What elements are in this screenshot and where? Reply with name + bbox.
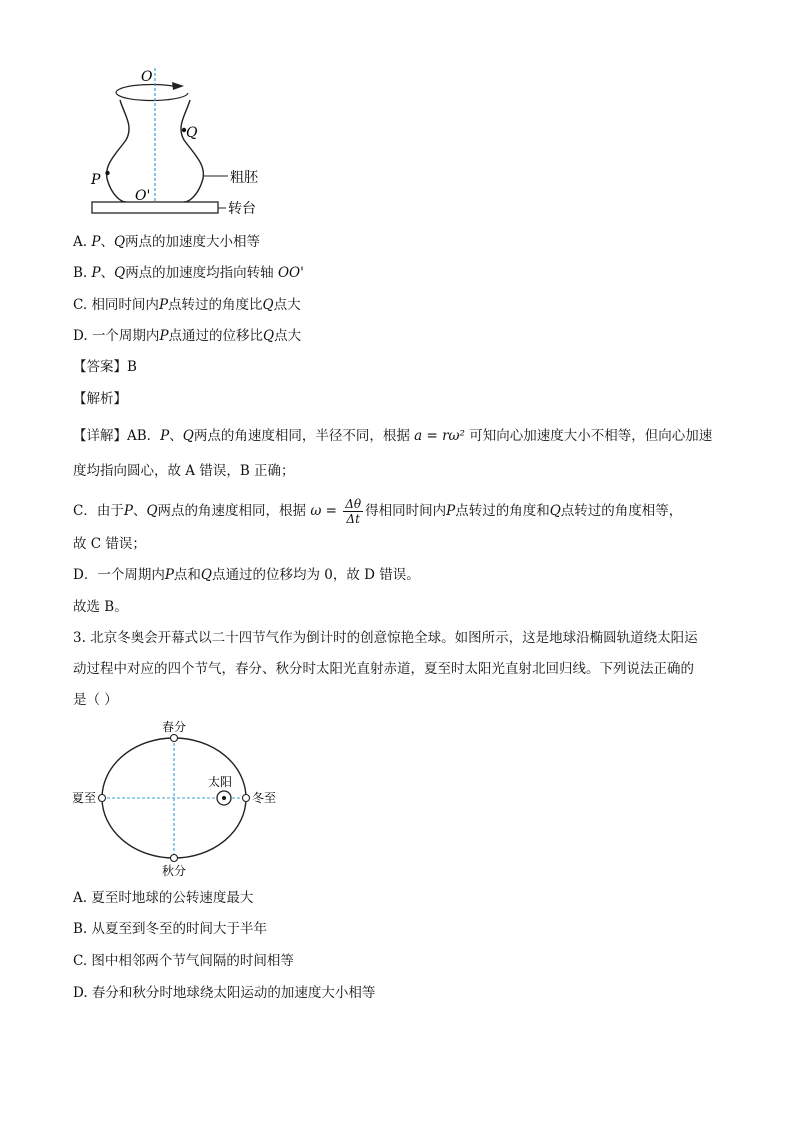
formula-centripetal: a = rω² [414,428,465,444]
answer-line: 【答案】B [73,359,137,375]
earth-spring-equinox [171,735,178,742]
q3-stem-line-1: 3. 北京冬奥会开幕式以二十四节气作为倒计时的创意惊艳全球。如图所示，这是地球沿椭圆轨道绕太阳运 [73,630,698,646]
analysis-tag: 【解析】 [73,391,127,407]
conclusion-line: 故选 B。 [73,599,128,615]
earth-orbit-figure [66,718,286,878]
d-explanation-line: D．一个周期内P点和Q点通过的位移均为 0，故 D 错误。 [73,567,420,583]
label-turntable: 转台 [228,201,256,217]
earth-summer-solstice [99,795,106,802]
rotation-arrowhead [172,82,184,90]
label-winter-solstice: 冬至 [252,791,277,805]
q3-option-d: D. 春分和秋分时地球绕太阳运动的加速度大小相等 [73,985,376,1001]
vase-left-outline [107,100,129,202]
c-explanation-line-2: 故 C 错误； [73,536,146,552]
detail-line-1: 【详解】AB．P、Q两点的角速度相同，半径不同，根据 a = rω² 可知向心加速度大小不相等，但向心加速 [73,428,713,444]
earth-winter-solstice [243,795,250,802]
axis-label-o: O [141,69,153,85]
option-c: C. 相同时间内P点转过的角度比Q点大 [73,297,301,313]
detail-line-2: 度均指向圆心，故 A 错误，B 正确； [73,463,295,479]
label-spring-equinox: 春分 [162,720,187,734]
earth-autumn-equinox [171,855,178,862]
label-blank: 粗胚 [230,170,258,186]
c-explanation-line: C．由于P、Q两点的角速度相同，根据 ω = $\frac{\Delta\theta}{\Delta t}$ 得相同时间内P点转过的角度和Q点转过的角度相等， [73,497,683,526]
label-summer-solstice: 夏至 [72,791,97,805]
label-sun: 太阳 [208,775,233,789]
q3-option-b: B. 从夏至到冬至的时间大于半年 [73,921,268,937]
q3-option-a: A. 夏至时地球的公转速度最大 [73,890,254,906]
q3-stem-line-3: 是（ ） [73,692,118,708]
sun-center-dot [222,796,226,800]
option-b: B. P、Q两点的加速度均指向转轴 OO' [73,265,304,281]
point-p [105,171,109,175]
vase-right-outline [181,100,203,202]
q3-stem-line-2: 动过程中对应的四个节气，春分、秋分时太阳光直射赤道，夏至时太阳光直射北回归线。下列说法正确的 [73,661,694,677]
turntable [92,202,218,213]
label-p: P [91,172,101,188]
option-d: D. 一个周期内P点通过的位移比Q点大 [73,328,302,344]
q3-option-c: C. 图中相邻两个节气间隔的时间相等 [73,953,294,969]
label-q: Q [186,125,198,141]
option-a: A. P、Q两点的加速度大小相等 [73,234,261,250]
pottery-wheel-figure [80,62,280,222]
label-autumn-equinox: 秋分 [162,864,187,878]
axis-label-o-prime: O' [135,188,151,204]
formula-fraction: $\frac{\Delta\theta}{\Delta t}$ [345,497,362,526]
